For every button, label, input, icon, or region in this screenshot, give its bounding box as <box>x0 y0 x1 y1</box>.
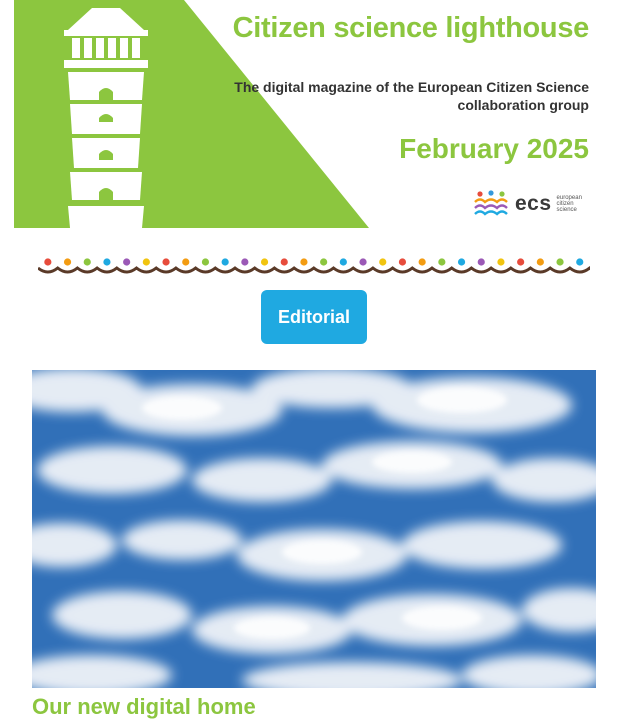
wave-dot <box>458 258 465 265</box>
magazine-header <box>0 0 626 240</box>
wave-dot <box>123 258 130 265</box>
article-title[interactable]: Our new digital home <box>32 694 256 719</box>
ecs-letters: ecs <box>515 192 552 215</box>
wave-dot <box>261 258 268 265</box>
wave-dot <box>162 258 169 265</box>
ecs-small-line: science <box>556 207 577 213</box>
wave-dot <box>222 258 229 265</box>
wave-dot <box>202 258 209 265</box>
wave-dot <box>537 258 544 265</box>
wave-dot <box>340 258 347 265</box>
wave-dot <box>281 258 288 265</box>
wave-dot <box>84 258 91 265</box>
ecs-small-line: citizen <box>556 201 574 207</box>
wave-dot <box>556 258 563 265</box>
ecs-logo <box>472 188 592 220</box>
wave-dot <box>320 258 327 265</box>
wave-dot <box>478 258 485 265</box>
wave-dot <box>517 258 524 265</box>
issue-date: February 2025 <box>399 133 589 164</box>
wave-dot <box>241 258 248 265</box>
wave-dot <box>497 258 504 265</box>
wave-dot <box>359 258 366 265</box>
magazine-title: Citizen science lighthouse <box>232 12 589 44</box>
wave-dot <box>419 258 426 265</box>
wave-dot <box>182 258 189 265</box>
wave-dot <box>576 258 583 265</box>
wave-dot <box>300 258 307 265</box>
wave-dot <box>143 258 150 265</box>
hero-image-clouds <box>32 370 596 688</box>
ecs-small-line: european <box>556 195 582 201</box>
ecs-small-text <box>557 195 582 213</box>
wave-dot <box>399 258 406 265</box>
magazine-subtitle: The digital magazine of the European Citizen Science collaboration group <box>234 79 589 113</box>
ecs-logo-icon <box>472 189 510 219</box>
wave-dot <box>44 258 51 265</box>
wave-dot <box>379 258 386 265</box>
decorative-wave-divider <box>38 254 590 276</box>
wave-dot <box>64 258 71 265</box>
editorial-button[interactable]: Editorial <box>261 290 367 344</box>
wave-dot <box>438 258 445 265</box>
wave-dot <box>103 258 110 265</box>
